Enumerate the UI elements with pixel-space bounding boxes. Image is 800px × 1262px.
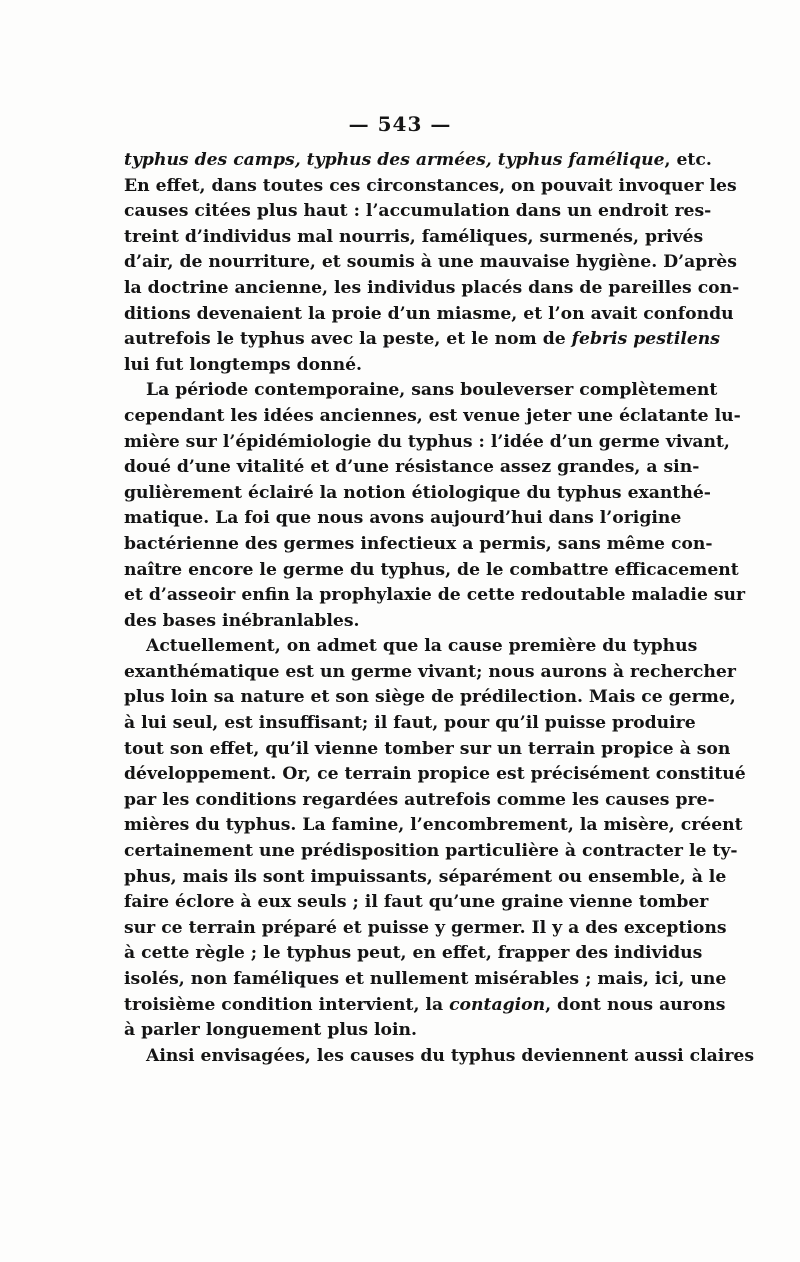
text-segment: d’air, de nourriture, et soumis à une mauvaise hygiène. D’après (124, 252, 737, 273)
text-segment: faire éclore à eux seuls ; il faut qu’une graine vienne tomber (124, 892, 709, 913)
text-line (124, 225, 704, 251)
text-segment: doué d’une vitalité et d’une résistance assez grandes, a sin- (124, 457, 700, 478)
text-segment: mières du typhus. La famine, l’encombrement, la misère, créent (124, 815, 743, 836)
text-segment: autrefois le typhus avec la peste, et le nom de (124, 329, 572, 350)
text-line (124, 685, 736, 711)
text-segment: tout son effet, qu’il vienne tomber sur un terrain propice à son (124, 738, 731, 759)
text-line (124, 813, 743, 839)
text-segment: des bases inébranlables. (124, 610, 360, 631)
text-line (124, 455, 700, 481)
text-segment: et d’asseoir enfin la prophylaxie de cette redoutable maladie sur (124, 585, 746, 606)
text-line (124, 506, 682, 532)
text-line (124, 174, 737, 200)
text-line (124, 890, 709, 916)
text-segment: En effet, dans toutes ces circonstances, on pouvait invoquer les (124, 175, 737, 196)
text-line (124, 916, 727, 942)
text-line (124, 634, 698, 660)
text-line (124, 481, 711, 507)
text-line (124, 430, 730, 456)
text-segment: , dont nous aurons (545, 994, 726, 1015)
text-line (124, 327, 720, 353)
text-segment: isolés, non faméliques et nullement misérables ; mais, ici, une (124, 969, 727, 989)
italic-text: typhus des camps, typhus des armées, typhus famélique (124, 150, 665, 170)
text-line (124, 1044, 755, 1070)
text-segment: sur ce terrain préparé et puisse y germer. Il y a des exceptions (124, 917, 727, 938)
text-line (124, 737, 731, 763)
text-line (124, 378, 718, 404)
text-segment: matique. La foi que nous avons aujourd’hui dans l’origine (124, 508, 682, 529)
text-segment: Actuellement, on admet que la cause première du typhus (146, 636, 698, 657)
text-segment: bactérienne des germes infectieux a permis, sans même con- (124, 533, 713, 554)
text-line (124, 404, 741, 430)
italic-text: contagion (449, 994, 546, 1015)
text-line (124, 993, 726, 1019)
text-segment: à cette règle ; le typhus peut, en effet, frapper des individus (124, 943, 703, 964)
text-line (124, 660, 736, 686)
text-segment: naître encore le germe du typhus, de le combattre efficacement (124, 559, 739, 580)
text-segment: exanthématique est un germe vivant; nous aurons à rechercher (124, 661, 736, 682)
text-segment: phus, mais ils sont impuissants, séparément ou ensemble, à le (124, 866, 727, 887)
text-line (124, 558, 739, 584)
text-segment: par les conditions regardées autrefois comme les causes pre- (124, 789, 715, 810)
text-segment: lui fut longtemps donné. (124, 354, 362, 375)
italic-text: febris pestilens (571, 329, 720, 350)
text-line (124, 609, 672, 635)
text-segment: , etc. (664, 150, 712, 170)
text-line (124, 250, 737, 276)
text-segment: mière sur l’épidémiologie du typhus : l’idée d’un germe vivant, (124, 431, 730, 452)
text-segment: causes citées plus haut : l’accumulation dans un endroit res- (124, 201, 712, 222)
text-line (124, 967, 727, 993)
text-segment: la doctrine ancienne, les individus placés dans de pareilles con- (124, 277, 740, 298)
page-number: — 543 — (348, 112, 452, 136)
text-line (124, 302, 734, 328)
text-segment: plus loin sa nature et son siège de prédilection. Mais ce germe, (124, 687, 736, 708)
text-segment: La période contemporaine, sans bouleverser complètement (146, 380, 718, 401)
text-segment: à lui seul, est insuffisant; il faut, pour qu’il puisse produire (124, 713, 696, 734)
text-line (124, 353, 672, 379)
text-line (124, 711, 696, 737)
text-line (124, 865, 727, 891)
text-line (124, 1018, 672, 1044)
text-segment: gulièrement éclairé la notion étiologique du typhus exanthé- (124, 482, 711, 503)
text-segment: développement. Or, ce terrain propice est précisément constitué (124, 764, 746, 785)
body-text (124, 148, 755, 1069)
text-segment: Ainsi envisagées, les causes du typhus deviennent aussi claires (146, 1045, 755, 1066)
text-segment: ditions devenaient la proie d’un miasme, et l’on avait confondu (124, 303, 734, 324)
text-line (124, 148, 712, 174)
text-line (124, 762, 746, 788)
text-line (124, 941, 703, 967)
text-segment: treint d’individus mal nourris, faméliques, surmenés, privés (124, 226, 704, 247)
text-segment: cependant les idées anciennes, est venue jeter une éclatante lu- (124, 405, 741, 426)
text-line (124, 583, 746, 609)
text-line (124, 788, 715, 814)
text-line (124, 199, 712, 225)
text-line (124, 532, 713, 558)
text-segment: à parler longuement plus loin. (124, 1020, 418, 1041)
text-segment: certainement une prédisposition particulière à contracter le ty- (124, 841, 738, 862)
text-line (124, 276, 740, 302)
text-segment: troisième condition intervient, la (124, 994, 450, 1015)
text-line (124, 839, 738, 865)
